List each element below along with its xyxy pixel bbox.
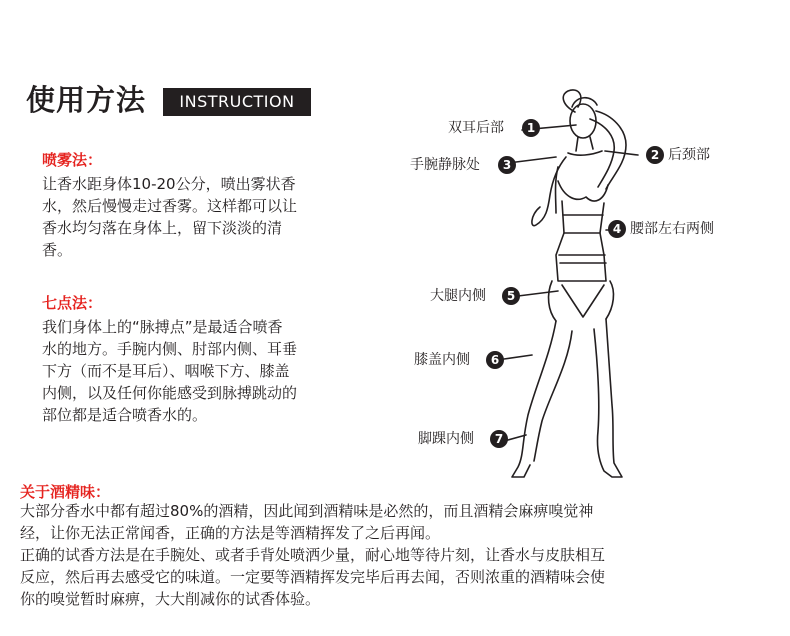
text-line: 经，让你无法正常闻香，正确的方法是等酒精挥发了之后再闻。 <box>20 524 441 542</box>
instruction-badge: INSTRUCTION <box>163 88 311 116</box>
label-wrist-vein: 手腕静脉处 <box>410 157 480 173</box>
spray-section-title: 喷雾法： <box>42 151 103 169</box>
marker-5: 5 <box>502 287 520 305</box>
text-line: 水的地方。手腕内侧、肘部内侧、耳垂 <box>42 340 298 358</box>
text-line: 部位都是适合喷香水的。 <box>42 406 208 424</box>
alcohol-section-title: 关于酒精味： <box>20 483 111 501</box>
label-back-neck: 后颈部 <box>668 147 710 163</box>
text-line: 反应，然后再去感受它的味道。一定要等酒精挥发完毕后再去闻，否则浓重的酒精味会使 <box>20 568 606 586</box>
marker-4: 4 <box>608 220 626 238</box>
text-line: 你的嗅觉暂时麻痹，大大削减你的试香体验。 <box>20 590 321 608</box>
marker-2: 2 <box>646 146 664 164</box>
spray-section-body <box>42 173 372 261</box>
page-title: 使用方法 <box>26 83 147 117</box>
label-inner-ankle: 脚踝内侧 <box>418 431 474 447</box>
marker-3: 3 <box>498 156 516 174</box>
marker-1: 1 <box>522 119 540 137</box>
text-line: 正确的试香方法是在手腕处、或者手背处喷洒少量，耐心地等待片刻，让香水与皮肤相互 <box>20 546 606 564</box>
label-inner-thigh: 大腿内侧 <box>430 288 486 304</box>
body-figure-diagram <box>400 85 760 495</box>
text-line: 让香水距身体10-20公分，喷出雾状香 <box>42 175 296 193</box>
text-line: 内侧，以及任何你能感受到脉搏跳动的 <box>42 384 298 402</box>
alcohol-section-body <box>20 500 780 610</box>
text-line: 水，然后慢慢走过香雾。这样都可以让 <box>42 197 298 215</box>
label-waist-sides: 腰部左右两侧 <box>630 221 714 237</box>
text-line: 大部分香水中都有超过80%的酒精，因此闻到酒精味是必然的，而且酒精会麻痹嗅觉神 <box>20 502 594 520</box>
label-ear-back: 双耳后部 <box>448 120 504 136</box>
text-line: 我们身体上的“脉搏点”是最适合喷香 <box>42 318 283 336</box>
marker-6: 6 <box>486 351 504 369</box>
seven-point-section-title: 七点法： <box>42 294 103 312</box>
marker-7: 7 <box>490 430 508 448</box>
text-line: 香水均匀落在身体上，留下淡淡的清 <box>42 219 283 237</box>
text-line: 香。 <box>42 241 73 259</box>
label-inner-knee: 膝盖内侧 <box>414 352 470 368</box>
seven-point-section-body <box>42 316 372 426</box>
text-line: 下方（而不是耳后）、咽喉下方、膝盖 <box>42 362 290 380</box>
